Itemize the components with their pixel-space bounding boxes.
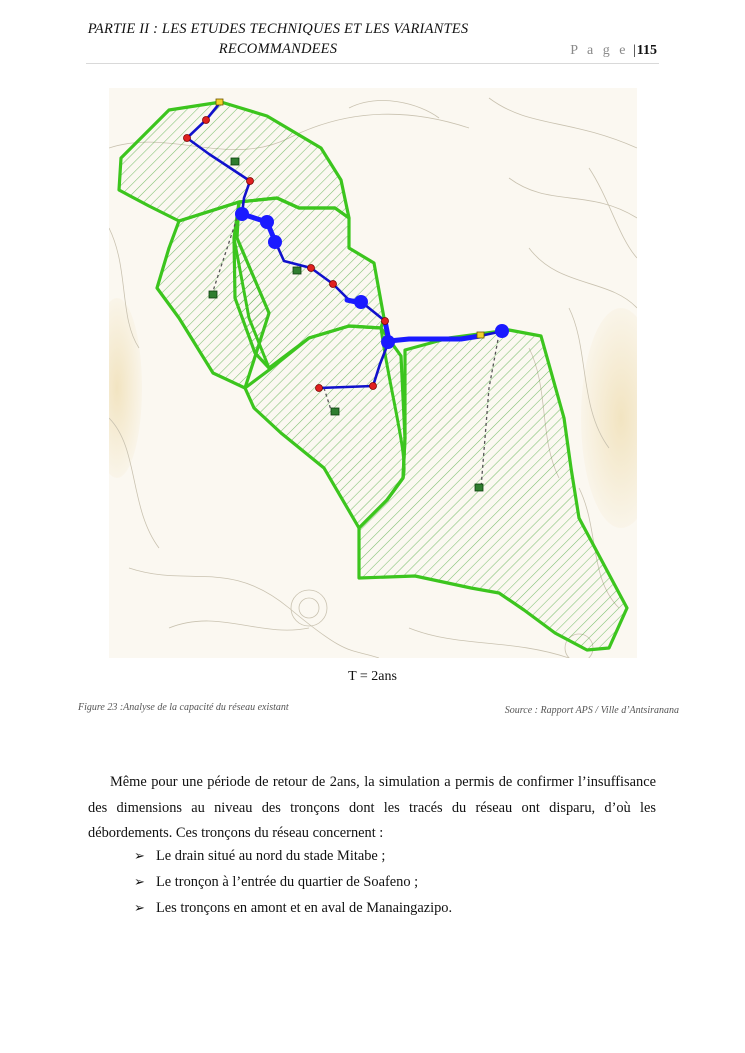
- page-number-block: [570, 43, 657, 59]
- arrowhead-right-icon: ➢: [134, 848, 145, 863]
- figure-source: Source : Rapport APS / Ville d’Antsiranana: [504, 705, 679, 716]
- list-item-text: Le drain situé au nord du stade Mitabe ;: [156, 848, 386, 864]
- arrowhead-right-icon: ➢: [134, 900, 145, 915]
- list-item-text: Les tronçons en amont et en aval de Manaingazipo.: [156, 900, 453, 916]
- running-header-title: [50, 19, 506, 59]
- header-rule: [86, 63, 659, 64]
- body-paragraph: Même pour une période de retour de 2ans, la simulation a permis de confirmer l’insuffisance des dimensions au niveau des tronçons dont les tracés du réseau ont disparu, d’où les débordements. Ces tronçons du réseau concernent :: [88, 774, 656, 842]
- header-title-line-2: RECOMMANDEES: [218, 41, 338, 57]
- page-separator: |: [632, 43, 636, 58]
- bullet-list: [134, 843, 452, 921]
- arrowhead-right-icon: ➢: [134, 874, 145, 889]
- list-item-text: Le tronçon à l’entrée du quartier de Soafeno ;: [156, 874, 419, 890]
- list-item: [134, 843, 452, 869]
- header-title-line-1: PARTIE II : LES ETUDES TECHNIQUES ET LES VARIANTES: [87, 21, 469, 37]
- catchment-areas: [119, 102, 627, 650]
- page-number: 115: [636, 43, 657, 58]
- catchment-network-map: [109, 88, 637, 658]
- figure-return-period-label: T = 2ans: [348, 669, 397, 684]
- map-svg: [109, 88, 637, 658]
- page-label: P a g e: [570, 43, 629, 58]
- list-item: [134, 895, 452, 921]
- list-item: [134, 869, 452, 895]
- figure-caption: Figure 23 :Analyse de la capacité du réseau existant: [78, 702, 289, 713]
